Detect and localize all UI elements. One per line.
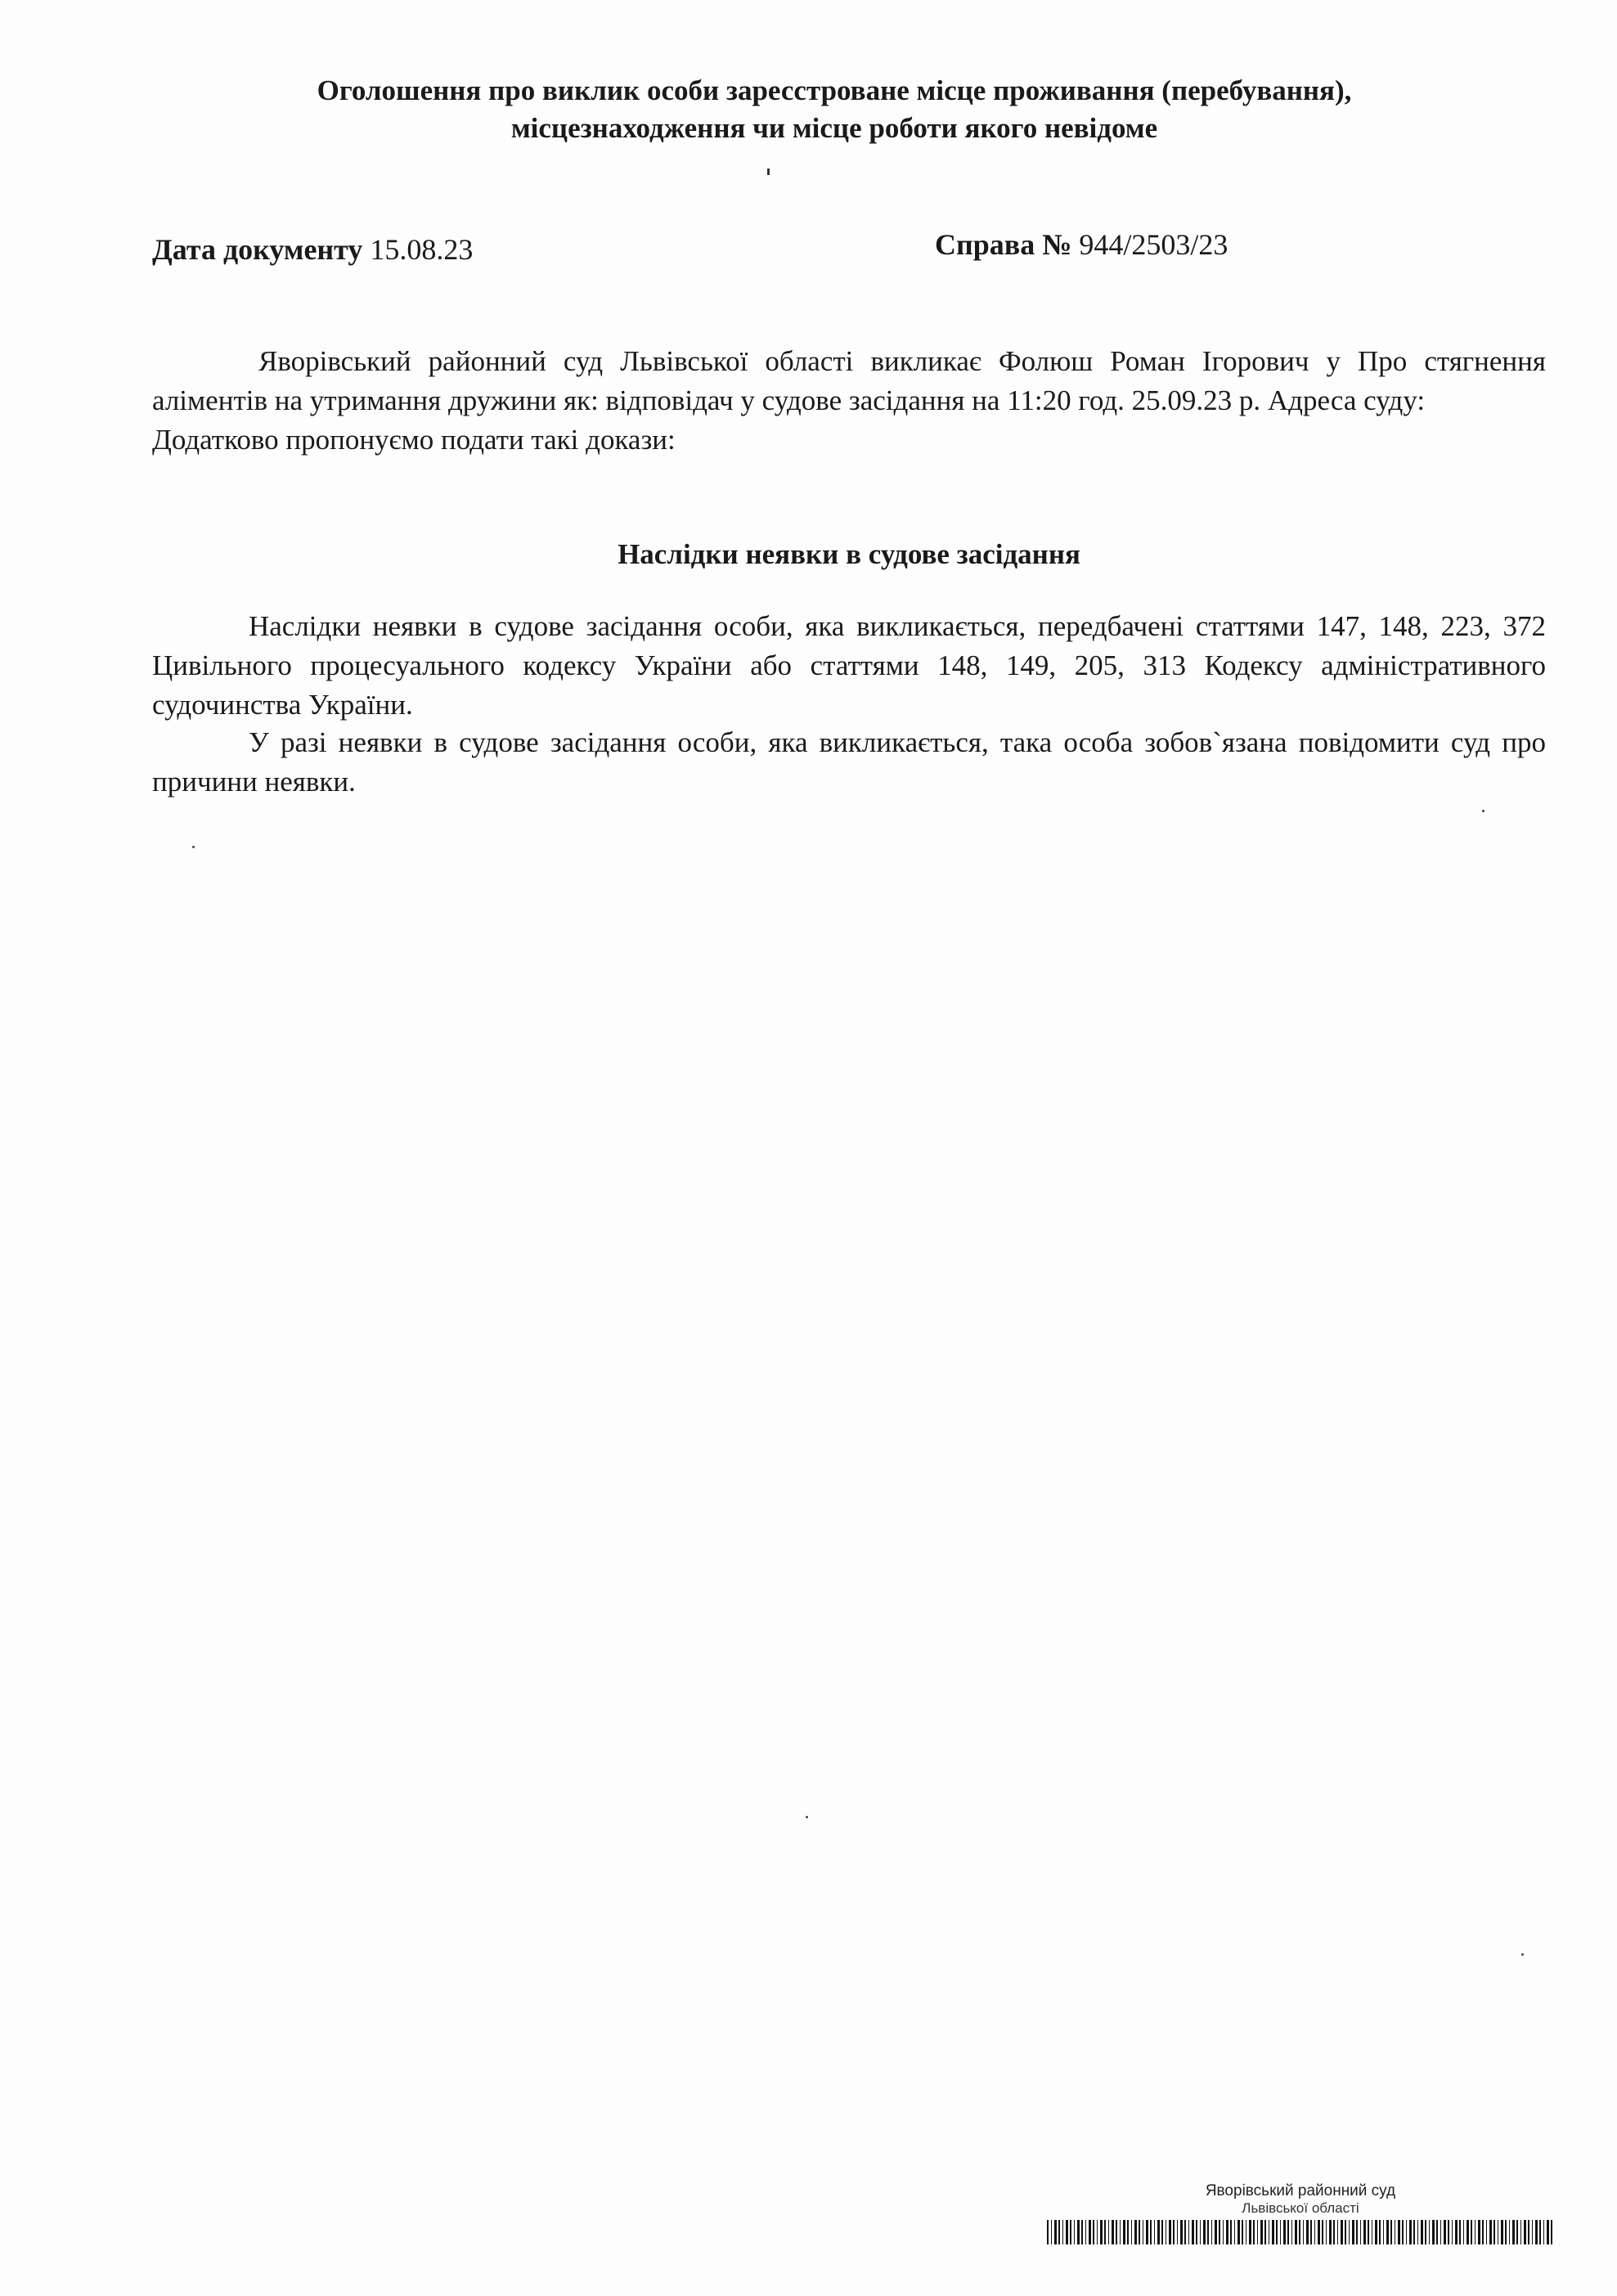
scan-speck: [806, 1816, 808, 1818]
evidence-request: Додатково пропонуємо подати такі докази:: [152, 424, 676, 456]
consequences-heading: Наслідки неявки в судове засідання: [618, 538, 1080, 570]
stamp-region: Львівської області: [1242, 2200, 1359, 2216]
consequences-paragraph-1: [152, 607, 1546, 725]
consequences-text-2: У разі неявки в судове засідання особи, яка викликається, така особа зобов`язана повідомити суд про причини неявки.: [152, 726, 1546, 798]
scan-speck: [192, 846, 195, 848]
consequences-text-1: Наслідки неявки в судове засідання особи, яка викликається, передбачені статтями 147, 148, 223, 372 Цивільного процесуального кодексу України або статтями 148, 149, 205, 313 Кодексу адміністративного судочинства України.: [152, 610, 1546, 721]
case-number-value: 944/2503/23: [1079, 228, 1228, 261]
title-line-1: Оголошення про виклик особи заресстроване місце проживання (перебування),: [317, 74, 1352, 106]
scan-speck: [1521, 1953, 1524, 1956]
scan-mark: [767, 168, 770, 175]
document-date-value: 15.08.23: [370, 233, 474, 266]
scan-speck: [1482, 810, 1484, 812]
case-number: [935, 227, 1228, 262]
document-title: [147, 72, 1521, 147]
stamp-court-name: Яворівський районний суд: [1205, 2182, 1396, 2199]
case-number-label: Справа №: [935, 228, 1072, 261]
court-stamp: [1047, 2182, 1554, 2244]
document-date-label: Дата документу: [152, 233, 363, 266]
title-line-2: місцезнаходження чи місце роботи якого невідоме: [510, 112, 1158, 144]
summons-text: Яворівський районний суд Львівської області викликає Фолюш Роман Ігорович у Про стягнення аліментів на утримання дружини як: відповідач у судове засідання на 11:20 год. 25.09.23 р. Адреса суду:: [152, 345, 1546, 416]
summons-paragraph: [152, 342, 1546, 460]
barcode: [1047, 2220, 1554, 2244]
document-date: [152, 232, 473, 267]
consequences-paragraph-2: [152, 723, 1546, 802]
